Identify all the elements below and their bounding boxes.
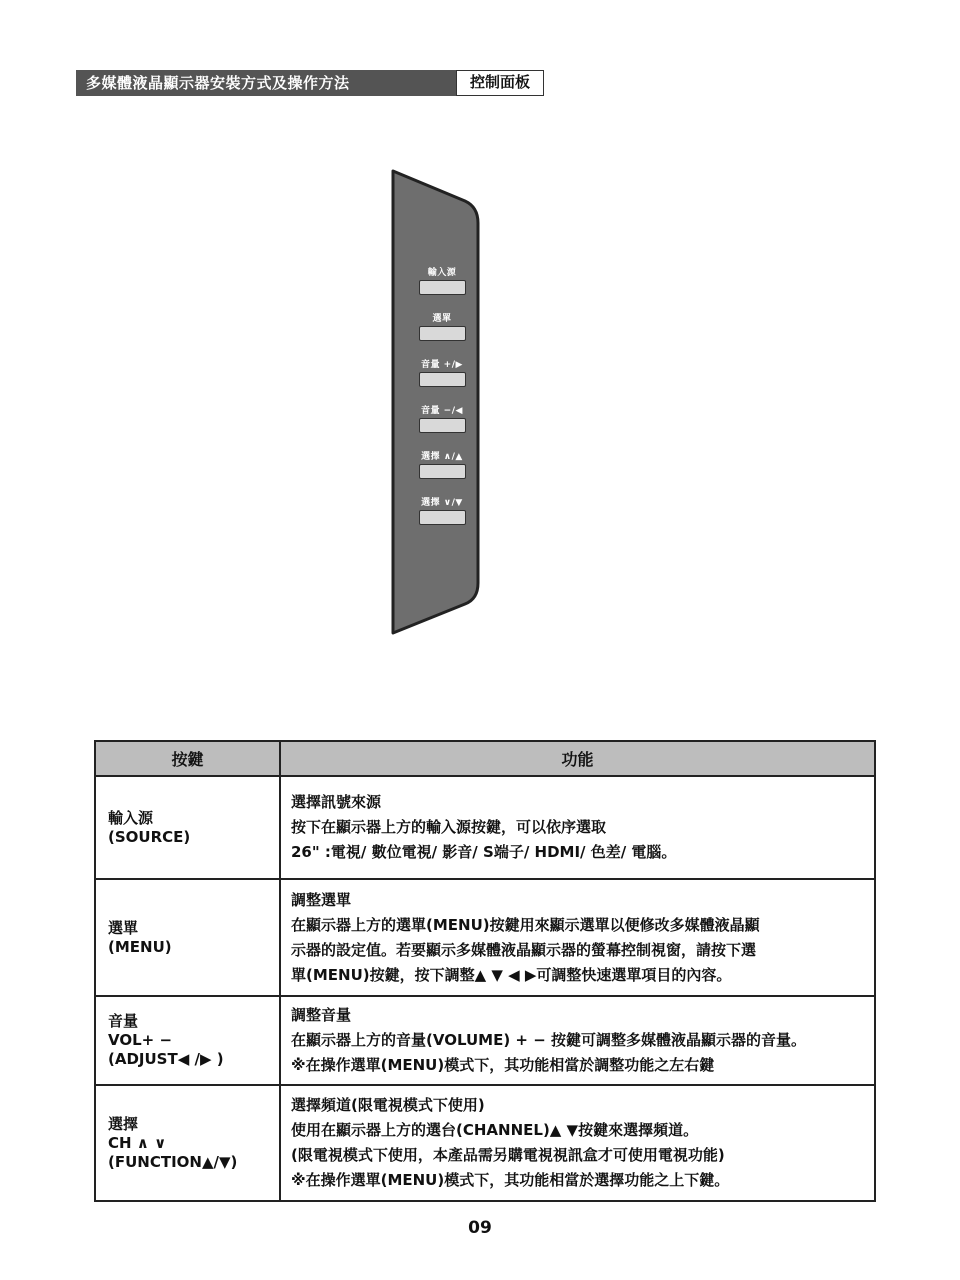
desc-line: 在顯示器上方的音量(VOLUME) + − 按鍵可調整多媒體液晶顯示器的音量。 [291,1031,806,1049]
panel-button-label: 選擇 ∧/▲ [421,452,463,462]
desc-line: 調整選單 [291,890,352,909]
desc-line: 26" :電視/ 數位電視/ 影音/ S端子/ HDMI/ 色差/ 電腦。 [291,843,677,861]
section-tab-label: 控制面板 [469,73,530,91]
key-code: (ADJUST◀ /▶ ) [108,1050,224,1068]
table-header-row [95,741,875,776]
key-cell [95,776,280,879]
panel-body [393,171,478,633]
table-row [95,996,875,1085]
key-name: 選擇 [108,1114,139,1133]
panel-button-label: 輸入源 [427,268,457,278]
key-name: 選單 [108,918,139,937]
desc-cell [280,1085,875,1201]
column-header-function: 功能 [280,741,875,776]
panel-button-key[interactable] [419,510,466,525]
key-code: VOL+ − [108,1031,173,1049]
key-cell [95,996,280,1085]
panel-button-key[interactable] [419,464,466,479]
page-number: 09 [468,1218,492,1238]
section-tab [456,70,544,96]
section-title: 多媒體液晶顯示器安裝方式及操作方法 [86,74,350,92]
desc-cell [280,996,875,1085]
panel-button-key[interactable] [419,372,466,387]
section-title-bar [76,70,458,96]
panel-button-label: 選擇 ∨/▼ [421,498,463,508]
table-row [95,879,875,996]
panel-button-key[interactable] [419,326,466,341]
key-code: (FUNCTION▲/▼) [108,1152,238,1171]
panel-button-label: 選單 [432,314,452,324]
key-name: 音量 [108,1012,139,1030]
key-cell [95,879,280,996]
desc-line: 在顯示器上方的選單(MENU)按鍵用來顯示選單以便修改多媒體液晶顯 [291,915,760,934]
desc-line: 選擇頻道(限電視模式下使用) [291,1096,485,1114]
table-row [95,776,875,879]
desc-cell [280,776,875,879]
desc-cell [280,879,875,996]
panel-button-key[interactable] [419,418,466,433]
desc-line: 示器的設定值。若要顯示多媒體液晶顯示器的螢幕控制視窗，請按下選 [291,940,757,959]
panel-button-label: 音量 +/▶ [421,360,463,370]
desc-line: (限電視模式下使用，本產品需另購電視視訊盒才可使用電視功能) [291,1146,725,1164]
key-code: (SOURCE) [108,827,191,846]
key-code: (MENU) [108,937,172,956]
key-name: 輸入源 [108,808,154,827]
panel-button-label: 音量 −/◀ [421,406,463,416]
desc-line: 使用在顯示器上方的選台(CHANNEL)▲ ▼按鍵來選擇頻道。 [291,1121,699,1139]
desc-line: 選擇訊號來源 [291,793,382,811]
table-row [95,1085,875,1201]
desc-line: ※在操作選單(MENU)模式下，其功能相當於調整功能之左右鍵 [291,1056,715,1074]
key-cell [95,1085,280,1201]
key-code: CH ∧ ∨ [108,1133,167,1152]
column-header-key: 按鍵 [95,741,280,776]
panel-button-key[interactable] [419,280,466,295]
function-table [94,740,876,1202]
desc-line: ※在操作選單(MENU)模式下，其功能相當於選擇功能之上下鍵。 [291,1171,730,1189]
desc-line: 按下在顯示器上方的輸入源按鍵，可以依序選取 [291,818,607,836]
desc-line: 調整音量 [291,1006,352,1024]
desc-line: 單(MENU)按鍵，按下調整▲ ▼ ◀ ▶可調整快速選單項目的內容。 [291,965,732,984]
